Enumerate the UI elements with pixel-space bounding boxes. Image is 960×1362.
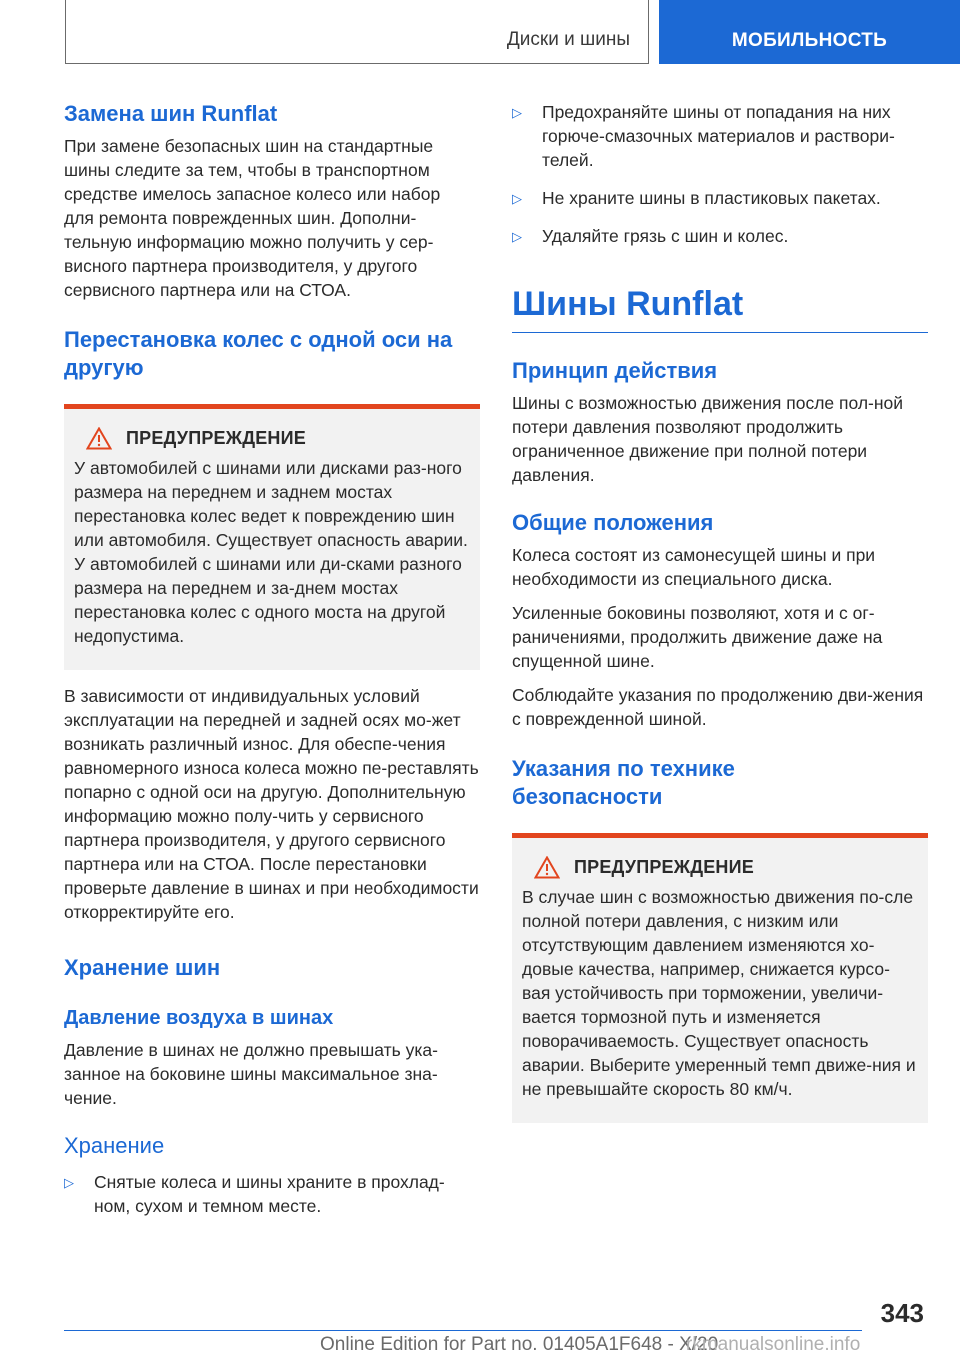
tire-pressure-text: Давление в шинах не должно превышать ука-занное на боковине шины максимальное зна-чение.	[64, 1040, 438, 1108]
list-item-text: Снятые колеса и шины храните в прохлад-ном, сухом и темном месте.	[94, 1172, 445, 1216]
list-item	[512, 224, 928, 248]
header-section-box	[65, 0, 649, 64]
footer-divider	[64, 1330, 862, 1331]
footer-watermark: rkmanualsonline.info	[686, 1334, 861, 1355]
triangle-bullet-icon: ▷	[512, 191, 522, 206]
page-number: 343	[880, 1298, 924, 1328]
triangle-bullet-icon: ▷	[512, 105, 522, 120]
safety-heading: Указания по технике безопасности	[512, 756, 735, 809]
list-item	[512, 186, 928, 210]
tire-pressure-heading: Давление воздуха в шинах	[64, 1007, 334, 1029]
replace-runflat-text: При замене безопасных шин на стандартные шины следите за тем, чтобы в транспортном средстве имелось запасное колесо или набор для ремонта поврежденных шин. Дополни-тельную информацию можно получить у сер-висного партнера производителя, у другого сервисного партнера или на СТОА.	[64, 136, 441, 300]
storage-subheading: Хранение	[64, 1133, 165, 1158]
warning-header	[522, 856, 918, 879]
runflat-chapter-heading: Шины Runflat	[512, 282, 928, 333]
wheel-swap-text: В зависимости от индивидуальных условий эксплуатации на передней и задней осях мо-жет возникать различный износ. Для обеспе-чения равномерного износа колеса можно пе-реставлять попарно с одной оси на другую. Дополнительную информацию можно полу-чить у сервисного партнера производителя, у другого сервисного партнера или на СТОА. После перестановки проверьте давление в шинах и при необходимости откорректируйте его.	[64, 686, 479, 922]
right-column	[512, 100, 928, 1123]
triangle-bullet-icon: ▷	[512, 229, 522, 244]
warning-box-2	[512, 833, 928, 1123]
warning-box-1	[64, 404, 480, 670]
list-item	[64, 1170, 480, 1218]
principle-heading: Принцип действия	[512, 358, 718, 383]
general-text-2: Усиленные боковины позволяют, хотя и с ог-раничениями, продолжить движение даже на спущенной шине.	[512, 603, 883, 671]
header-section-title: Диски и шины	[506, 29, 630, 50]
warning-header	[74, 427, 470, 450]
header-chapter-label: МОБИЛЬНОСТЬ	[731, 30, 888, 51]
left-column	[64, 100, 480, 1218]
warning-text: В случае шин с возможностью движения по-сле полной потери давления, с низким или отсутствующим давлением изменяются хо-довые качества, например, снижается курсо-вая устойчивость при торможении, увеличи-вается тормозной путь и изменяется поворачиваемость. Существует опасность аварии. Выберите умеренный темп движе-ния и не превышайте скорость 80 км/ч.	[522, 887, 916, 1099]
triangle-bullet-icon: ▷	[64, 1175, 74, 1190]
wheel-swap-heading: Перестановка колес с одной оси на другую	[64, 327, 453, 380]
list-item-text: Не храните шины в пластиковых пакетах.	[542, 188, 881, 208]
warning-text: У автомобилей с шинами или дисками раз-ного размера на переднем и заднем мостах перестановка колес ведет к повреждению шин или автомобиля. Существует опасность аварии. У автомобилей с шинами или ди-сками разного размера на переднем и за-днем мостах перестановка колес с одного моста на другой недопустима.	[74, 458, 468, 646]
footer-edition: Online Edition for Part no. 01405A1F648 - X/20	[320, 1334, 719, 1355]
warning-title: ПРЕДУПРЕЖДЕНИЕ	[126, 428, 306, 448]
general-heading: Общие положения	[512, 510, 714, 535]
warning-icon	[534, 856, 560, 879]
principle-text: Шины с возможностью движения после пол-ной потери давления позволяют продолжить ограниченное движение при полной потери давления.	[512, 393, 904, 485]
general-text-1: Колеса состоят из самонесущей шины и при необходимости из специального диска.	[512, 545, 876, 589]
list-item	[512, 100, 928, 172]
warning-title: ПРЕДУПРЕЖДЕНИЕ	[574, 857, 754, 877]
list-item-text: Удаляйте грязь с шин и колес.	[542, 226, 789, 246]
general-text-3: Соблюдайте указания по продолжению дви-жения с поврежденной шиной.	[512, 685, 924, 729]
warning-icon	[86, 427, 112, 450]
list-item-text: Предохраняйте шины от попадания на них горюче-смазочных материалов и раствори-телей.	[542, 102, 895, 170]
replace-runflat-heading: Замена шин Runflat	[64, 101, 278, 126]
header-chapter-tab	[659, 0, 960, 64]
tire-storage-heading: Хранение шин	[64, 955, 221, 980]
